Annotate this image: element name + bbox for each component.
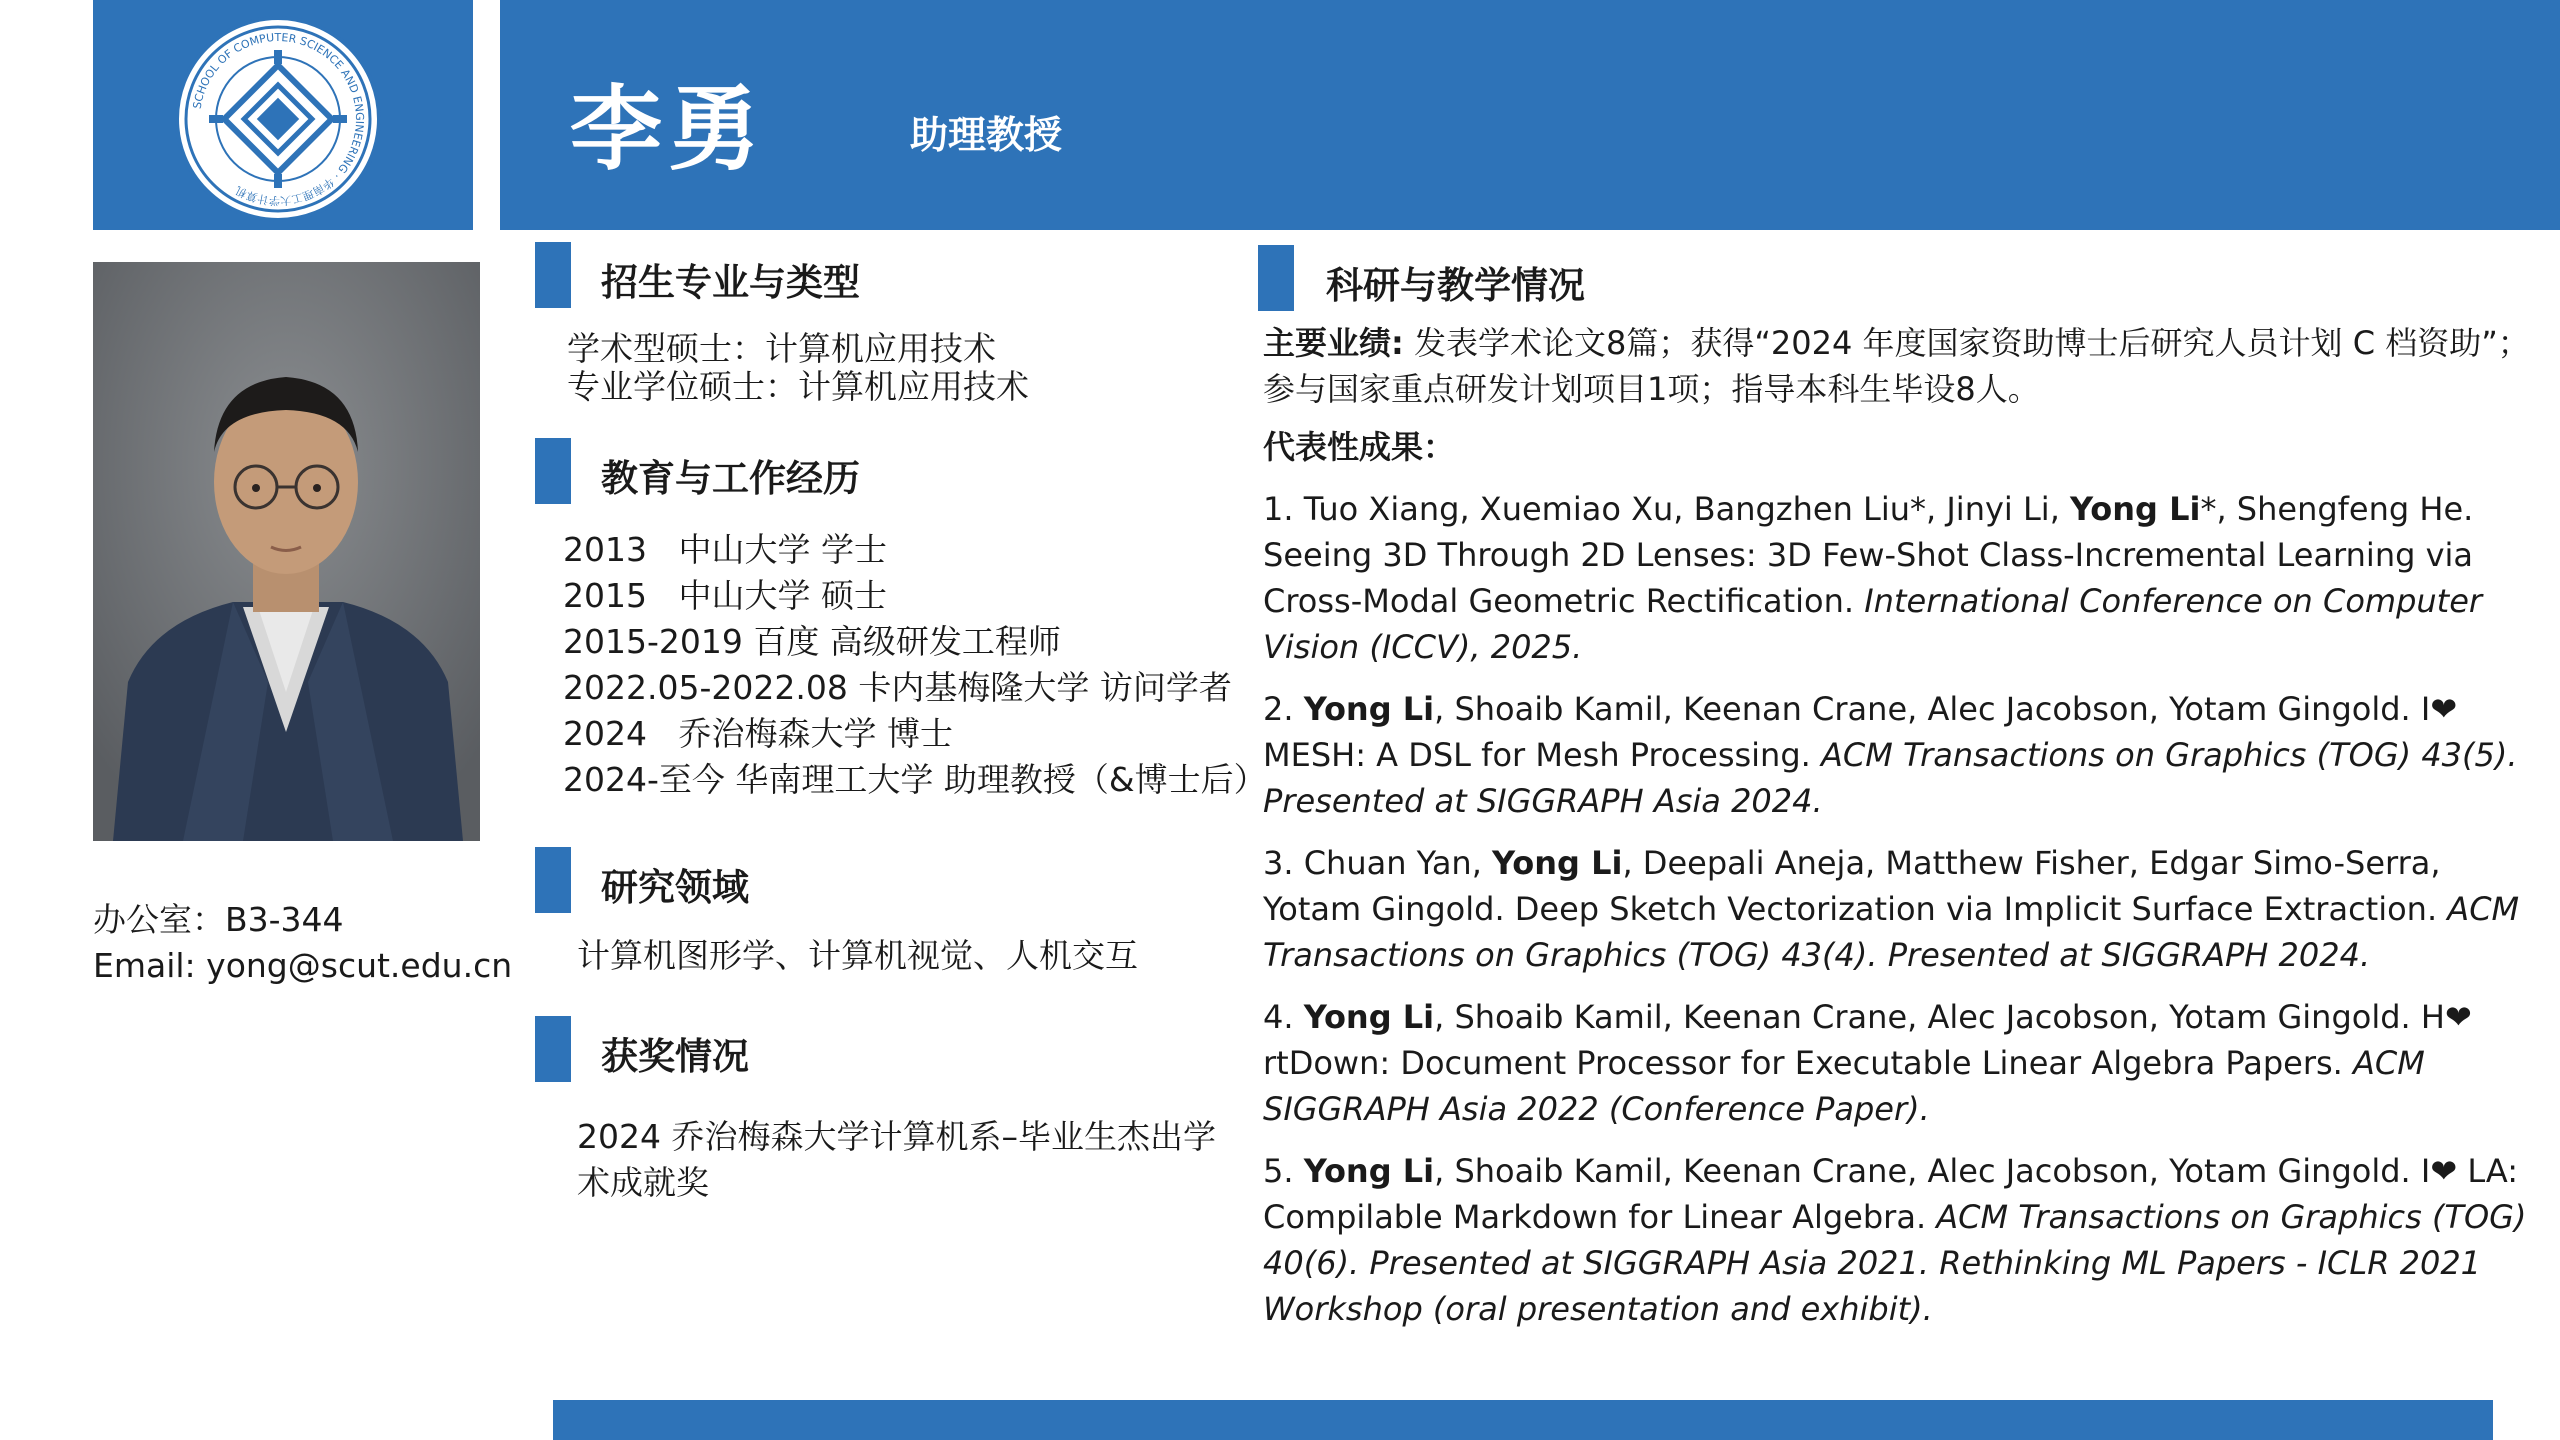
heading-marker (535, 242, 571, 308)
award-line: 2024 乔治梅森大学计算机系–毕业生杰出学 (577, 1117, 1216, 1156)
heading-marker (535, 847, 571, 913)
admission-list (567, 330, 1029, 406)
contact-info (93, 897, 512, 989)
school-logo (175, 16, 381, 222)
publication-item: 3. Chuan Yan, Yong Li, Deepali Aneja, Matthew Fisher, Edgar Simo-Serra, Yotam Gingold. Deep Sketch Vectorization via Implicit Surface Extraction. ACM Transactions on Graphics (TOG) 43(4). Presented at SIGGRAPH 2024. (1263, 844, 2520, 974)
heading-marker (535, 1016, 571, 1082)
admission-line: 学术型硕士：计算机应用技术 (567, 329, 996, 368)
education-row: 2024 乔治梅森大学 博士 (563, 714, 953, 753)
person-title: 助理教授 (910, 113, 1063, 157)
research-content (1263, 320, 2538, 1332)
publication-item: 4. Yong Li, Shoaib Kamil, Keenan Crane, Alec Jacobson, Yotam Gingold. H❤ rtDown: Document Processor for Executable Linear Algebra Papers. ACM SIGGRAPH Asia 2022 (Conference Paper). (1263, 998, 2472, 1128)
svg-text:SCHOOL OF COMPUTER SCIENCE AND: SCHOOL OF COMPUTER SCIENCE AND ENGINEERING · 华南理工大学计算机 (190, 30, 367, 208)
portrait-photo (93, 262, 480, 841)
education-row: 2013 中山大学 学士 (563, 530, 887, 569)
education-row: 2015 中山大学 硕士 (563, 576, 887, 615)
education-row: 2024-至今 华南理工大学 助理教授（&博士后） (563, 760, 1267, 799)
heading-marker (1258, 245, 1294, 311)
logo-panel (93, 0, 473, 230)
header-banner (500, 0, 2560, 230)
office-text: 办公室：B3-344 (93, 900, 344, 939)
publication-item: 1. Tuo Xiang, Xuemiao Xu, Bangzhen Liu*, Jinyi Li, Yong Li*, Shengfeng He. Seeing 3D Through 2D Lenses: 3D Few-Shot Class-Incremental Learning via Cross-Modal Geometric Rectification. International Conference on Computer Vision (ICCV), 2025. (1263, 490, 2483, 666)
representative-label: 代表性成果： (1263, 428, 1456, 466)
email-text[interactable]: Email: yong@scut.edu.cn (93, 946, 513, 985)
award-line: 术成就奖 (577, 1163, 709, 1202)
education-list (563, 527, 1267, 803)
awards-list (577, 1114, 1216, 1206)
summary-paragraph: 主要业绩: 发表学术论文8篇；获得“2024 年度国家资助博士后研究人员计划 C 档资助”；参与国家重点研发计划项目1项；指导本科生毕设8人。 (1263, 324, 2530, 408)
publication-item: 5. Yong Li, Shoaib Kamil, Keenan Crane, Alec Jacobson, Yotam Gingold. I❤ LA: Compilable Markdown for Linear Algebra. ACM Transactions on Graphics (TOG) 40(6). Presented at SIGGRAPH Asia 2021. Rethinking ML Papers - ICLR 2021 Workshop (oral presentation and exhibit). (1263, 1152, 2527, 1328)
person-name: 李勇 (570, 75, 767, 183)
publication-item: 2. Yong Li, Shoaib Kamil, Keenan Crane, Alec Jacobson, Yotam Gingold. I❤ MESH: A DSL for Mesh Processing. ACM Transactions on Graphics (TOG) 43(5). Presented at SIGGRAPH Asia 2024. (1263, 690, 2518, 820)
footer-bar (553, 1400, 2493, 1440)
admission-line: 专业学位硕士：计算机应用技术 (567, 367, 1029, 406)
education-row: 2022.05-2022.08 卡内基梅隆大学 访问学者 (563, 668, 1232, 707)
fields-text: 计算机图形学、计算机视觉、人机交互 (577, 936, 1138, 975)
heading-marker (535, 438, 571, 504)
education-row: 2015-2019 百度 高级研发工程师 (563, 622, 1061, 661)
